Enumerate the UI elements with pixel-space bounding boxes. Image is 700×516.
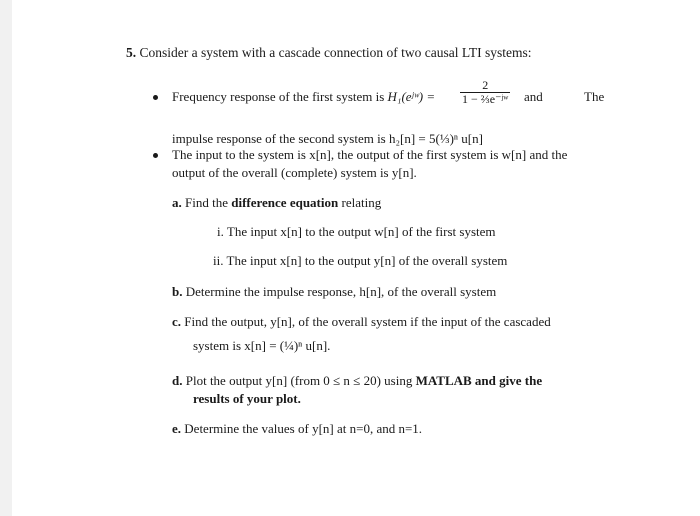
part-a-i [217,224,496,240]
part-d-line1 [172,373,542,389]
h1-numerator: 2 [460,79,510,93]
part-a-text-post: relating [341,195,382,210]
part-c-line1 [172,314,551,330]
part-d-text-pre: Plot the output y[n] (from 0 ≤ n ≤ 20) using [185,373,413,388]
problem-number: 5. [126,45,137,60]
the-word: The [584,89,605,104]
part-a-ii-text: The input x[n] to the output y[n] of the overall system [226,253,508,268]
bullet1-line1 [172,89,435,105]
h1-fraction [460,79,510,106]
part-d-line2-bold: results of your plot. [193,391,301,406]
part-a-text-pre: Find the [185,195,228,210]
part-d-label: d. [172,373,183,388]
part-b-text: Determine the impulse response, h[n], of the overall system [185,284,497,299]
part-b-label: b. [172,284,183,299]
bullet1-line2: impulse response of the second system is h₂[n] = 5(⅓)ⁿ u[n] [172,131,483,146]
bullet2-line2: output of the overall (complete) system is y[n]. [172,165,417,180]
bullet-point [153,153,158,158]
and-word: and [524,89,543,104]
part-a-ii-label: ii. [213,253,224,268]
part-d-text-bold: MATLAB and give the [415,373,543,388]
page-margin-strip [0,0,12,516]
part-e-label: e. [172,421,182,436]
part-a-label: a. [172,195,182,210]
problem-header [126,45,532,61]
part-a-i-label: i. [217,224,224,239]
part-c-label: c. [172,314,182,329]
part-a-ii [213,253,507,269]
part-b [172,284,496,300]
bullet-point [153,95,158,100]
part-a [172,195,381,211]
part-a-text-bold: difference equation [231,195,339,210]
part-c-line2: system is x[n] = (¼)ⁿ u[n]. [193,338,331,353]
problem-intro: Consider a system with a cascade connection of two causal LTI systems: [139,45,532,60]
bullet2-line1: The input to the system is x[n], the output of the first system is w[n] and the [172,147,568,162]
bullet1-prefix: Frequency response of the first system is [172,89,385,104]
part-d-line2 [193,391,301,407]
part-e-text: Determine the values of y[n] at n=0, and n=1. [184,421,423,436]
part-e [172,421,422,437]
part-a-i-text: The input x[n] to the output w[n] of the first system [226,224,496,239]
part-c-text: Find the output, y[n], of the overall system if the input of the cascaded [184,314,551,329]
h1-denominator: 1 − ⅔e⁻ʲʷ [462,92,509,106]
h1-lhs: H₁(eʲʷ) = [387,89,436,104]
